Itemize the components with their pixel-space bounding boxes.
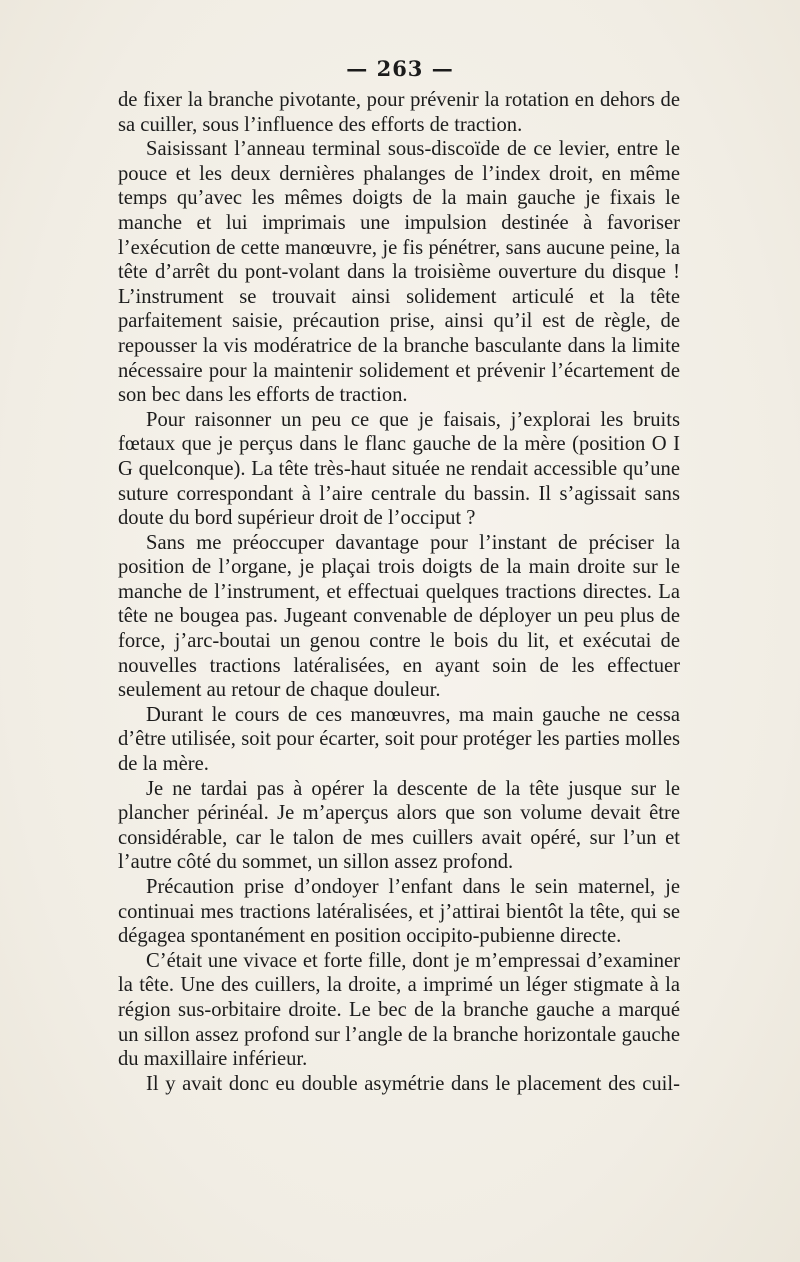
paragraph-7: Précaution prise d’ondoyer l’enfant dans le sein maternel, je continuai mes tractions latéralisées, et j’attirai bientôt la tête, qui se dégagea spontanément en position occipito-pubienne directe. xyxy=(118,876,680,948)
paragraph-6: Je ne tardai pas à opérer la descente de la tête jusque sur le plancher périnéal. Je m’aperçus alors que son volume devait être considérable, car le talon de mes cuillers avait opéré, sur l’un et l’autre côté du sommet, un sillon assez profond. xyxy=(118,777,680,874)
paragraph-1: de fixer la branche pivotante, pour prévenir la rotation en dehors de sa cuiller, sous l’influence des efforts de traction. xyxy=(118,89,680,136)
paragraph-9: Il y avait donc eu double asymétrie dans le placement des cuil- xyxy=(146,1072,680,1095)
page-number: — 263 — xyxy=(346,56,454,81)
paragraph-8: C’était une vivace et forte fille, dont je m’empressai d’examiner la tête. Une des cuillers, la droite, a imprimé un léger stigmate à la région sus-orbitaire droite. Le bec de la branche gauche a marqué un sillon assez profond sur l’angle de la branche horizontale gauche du maxillaire inférieur. xyxy=(118,949,680,1071)
paragraph-4: Sans me préoccuper davantage pour l’instant de préciser la position de l’organe, je plaçai trois doigts de la main droite sur le manche de l’instrument, et effectuai quelques tractions directes. La tête ne bougea pas. Jugeant convenable de déployer un peu plus de force, j’arc-boutai un genou contre le bois du lit, et exécutai de nouvelles tractions latéralisées, en ayant soin de les effectuer seulement au retour de chaque douleur. xyxy=(118,531,680,702)
paragraph-2: Saisissant l’anneau terminal sous-discoïde de ce levier, entre le pouce et les deux dernières phalanges de l’index droit, en même temps qu’avec les mêmes doigts de la main gauche je fixais le manche et lui imprimais une impulsion destinée à favoriser l’exécution de cette manœuvre, je fis pénétrer, sans aucune peine, la tête d’arrêt du pont-volant dans la troisième ouverture du disque ! L’instrument se trouvait ainsi solidement articulé et la tête parfaitement saisie, précaution prise, ainsi qu’il est de règle, de repousser la vis modératrice de la branche basculante dans la limite nécessaire pour la maintenir solidement et prévenir l’écartement de son bec dans les efforts de traction. xyxy=(118,138,680,407)
paragraph-3: Pour raisonner un peu ce que je faisais, j’explorai les bruits fœtaux que je perçus dans le flanc gauche de la mère (position O I G quelconque). La tête très-haut située ne rendait accessible qu’une suture correspondant à l’aire centrale du bassin. Il s’agissait sans doute du bord supérieur droit de l’occiput ? xyxy=(118,408,680,530)
paragraph-5: Durant le cours de ces manœuvres, ma main gauche ne cessa d’être utilisée, soit pour écarter, soit pour protéger les parties molles de la mère. xyxy=(118,703,680,776)
body-text xyxy=(118,88,680,1096)
